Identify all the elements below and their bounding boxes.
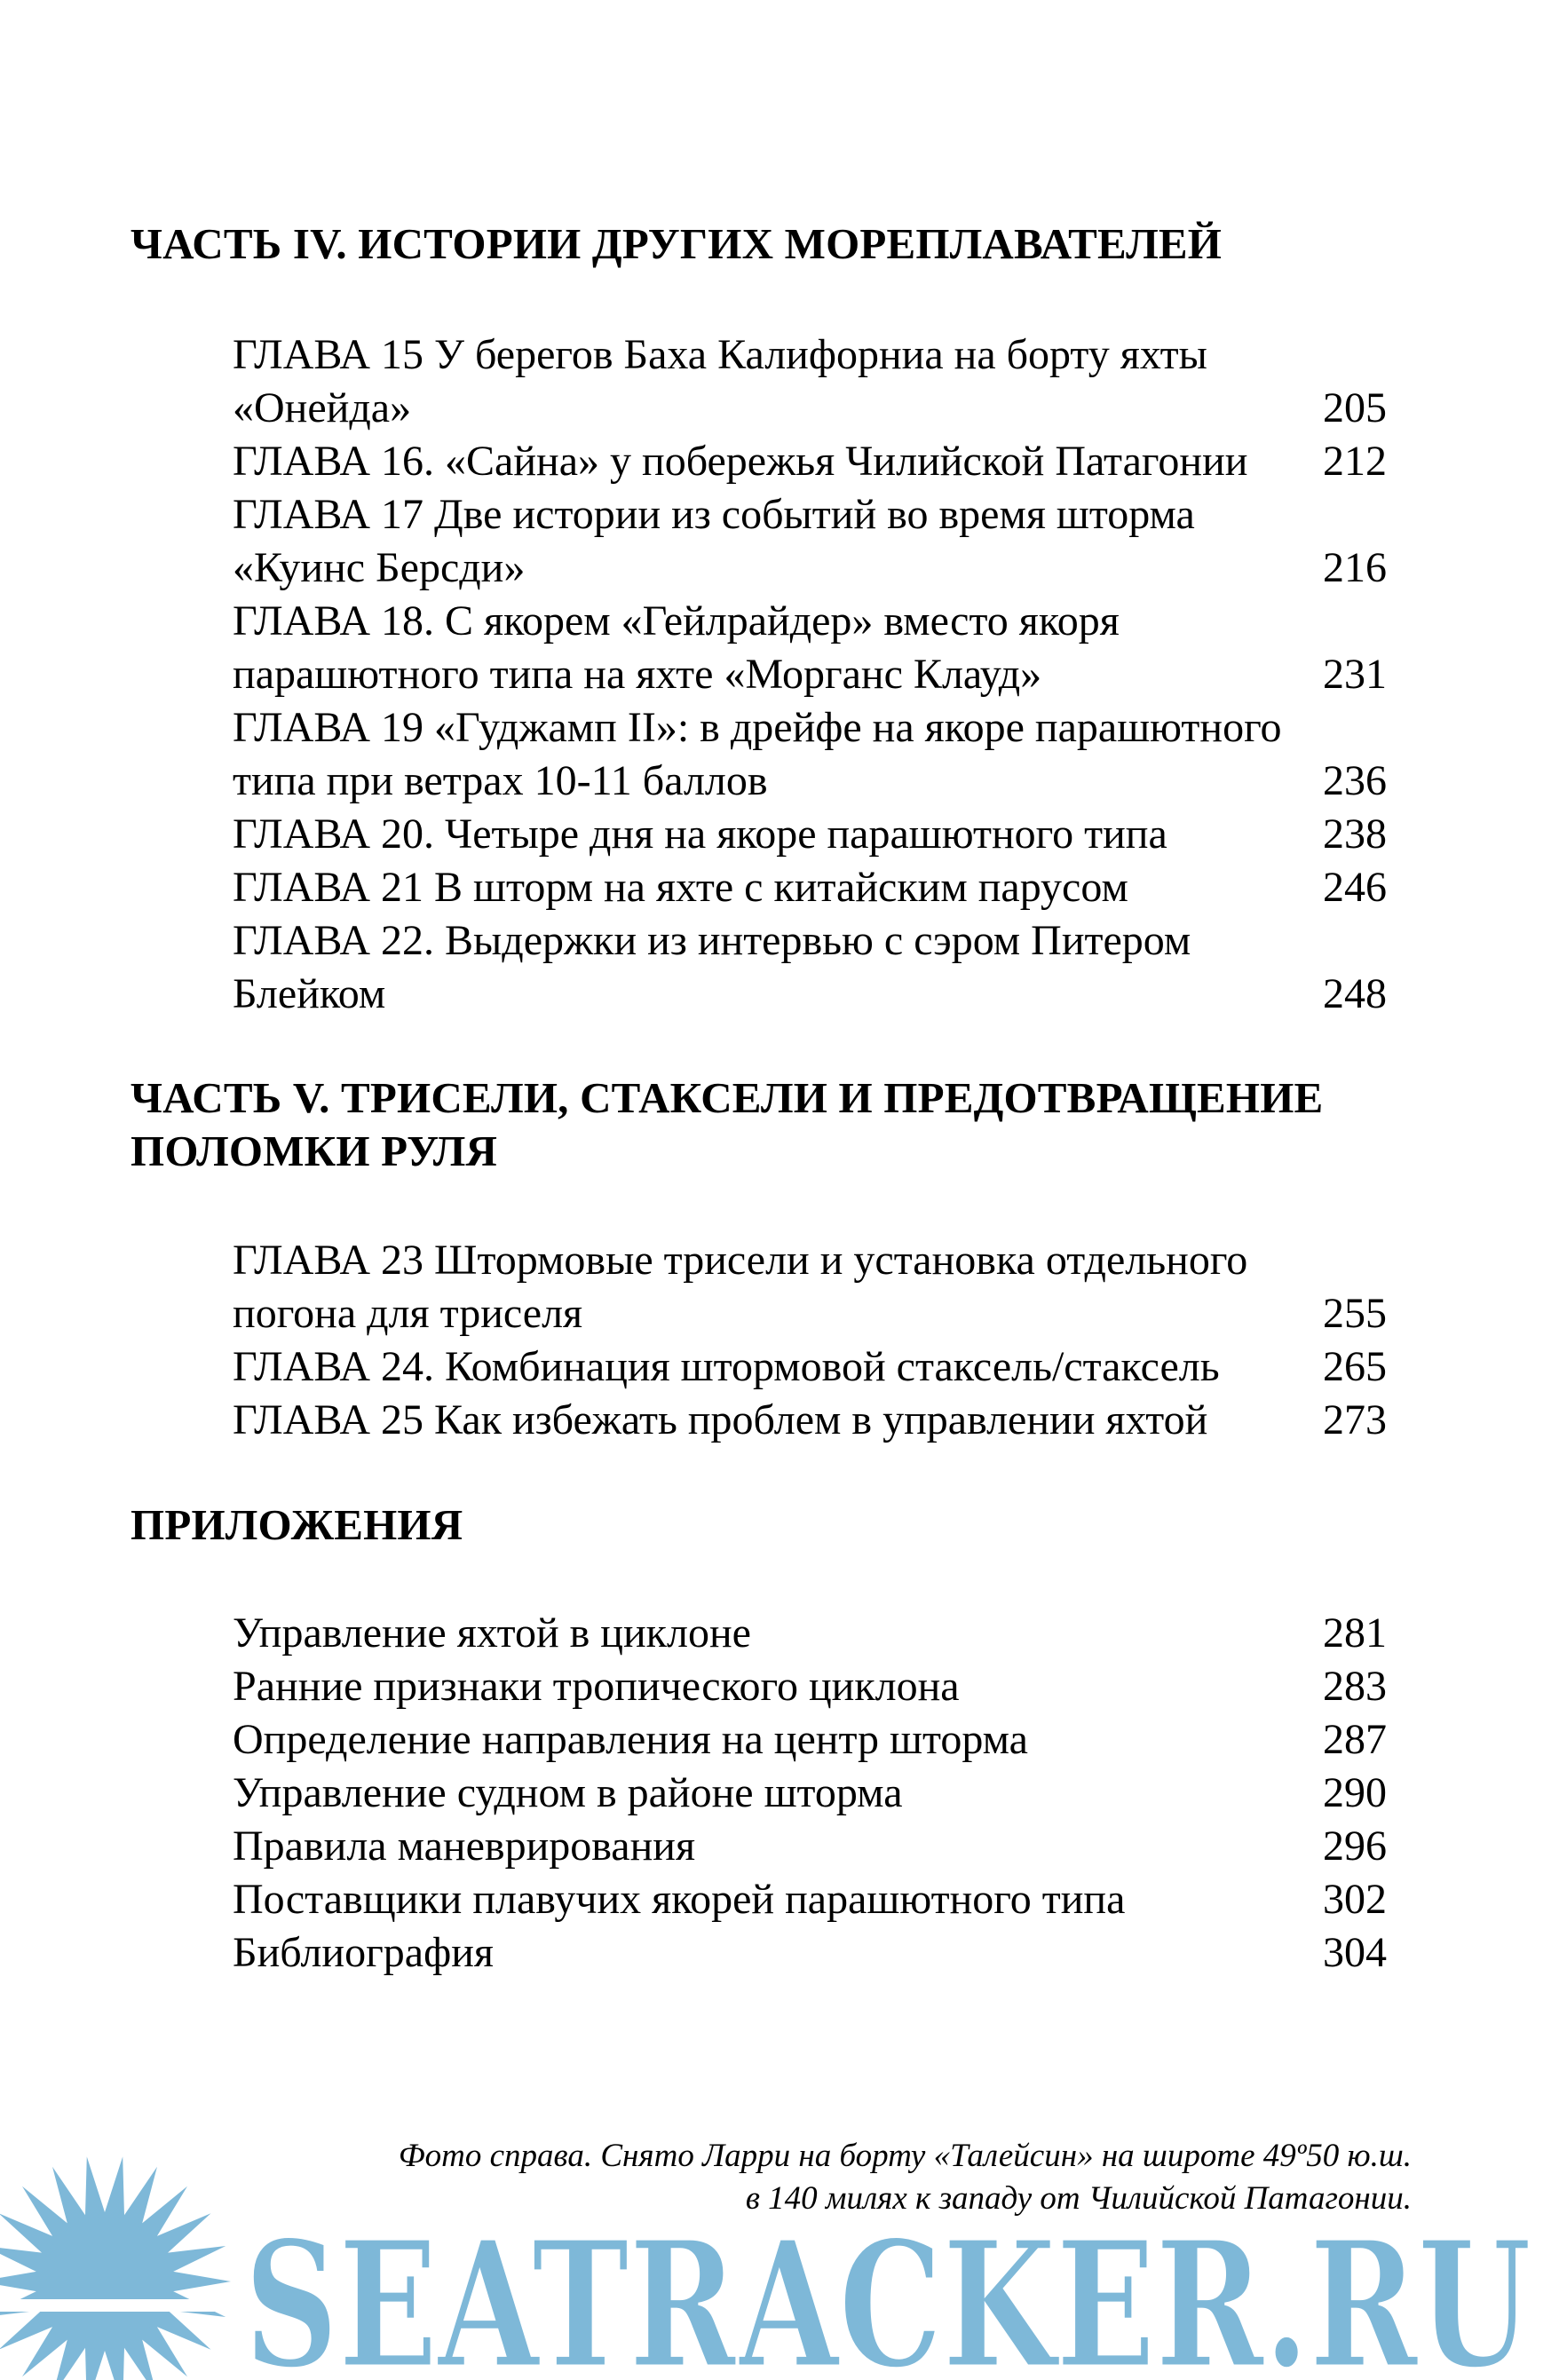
toc-entry[interactable] <box>233 435 1387 488</box>
toc-entry-title: ГЛАВА 22. Выдержки из интервью с сэром Питером Блейком <box>233 917 1191 1017</box>
toc-entry[interactable] <box>233 1234 1387 1340</box>
toc-entry-page: 246 <box>1323 864 1387 911</box>
toc-entry-page: 287 <box>1323 1716 1387 1763</box>
photo-caption-line-1: Фото справа. Снято Ларри на борту «Талейсин» на широте 49º50 ю.ш. <box>398 2138 1412 2174</box>
appendix-toc <box>233 1607 1387 1980</box>
toc-entry-title: ГЛАВА 18. С якорем «Гейлрайдер» вместо якоря парашютного типа на яхте «Морганс Клауд» <box>233 597 1120 698</box>
toc-entry-page: 205 <box>1323 384 1387 431</box>
sun-disc <box>41 2218 169 2345</box>
toc-entry-page: 238 <box>1323 810 1387 858</box>
part-4-heading: ЧАСТЬ IV. ИСТОРИИ ДРУГИХ МОРЕПЛАВАТЕЛЕЙ <box>131 219 1223 268</box>
toc-entry-title: Ранние признаки тропического циклона <box>233 1663 960 1710</box>
toc-entry[interactable] <box>233 1713 1387 1767</box>
toc-entry-title: ГЛАВА 17 Две истории из событий во время шторма «Куинс Берсди» <box>233 491 1195 591</box>
part-5-heading-line-1: ЧАСТЬ V. ТРИСЕЛИ, СТАКСЕЛИ И ПРЕДОТВРАЩЕНИЕ <box>131 1073 1324 1122</box>
toc-entry[interactable] <box>233 1926 1387 1980</box>
toc-entry[interactable] <box>233 1660 1387 1713</box>
toc-entry[interactable] <box>233 595 1387 701</box>
part-5-heading <box>131 1071 1409 1178</box>
toc-entry-title: Поставщики плавучих якорей парашютного типа <box>233 1876 1126 1923</box>
part-5-toc <box>233 1234 1387 1447</box>
toc-entry-title: ГЛАВА 15 У берегов Баха Калифорниа на борту яхты «Онейда» <box>233 331 1207 431</box>
toc-entry-title: Управление яхтой в циклоне <box>233 1609 751 1657</box>
toc-entry[interactable] <box>233 861 1387 914</box>
toc-entry[interactable] <box>233 1394 1387 1447</box>
watermark-text: SEATRACKER.RU <box>244 2203 1531 2380</box>
toc-entry-title: Определение направления на центр шторма <box>233 1716 1028 1763</box>
toc-entry-title: ГЛАВА 16. «Сайна» у побережья Чилийской Патагонии <box>233 438 1248 485</box>
toc-entry-page: 255 <box>1323 1290 1387 1337</box>
toc-entry-title: ГЛАВА 24. Комбинация штормовой стаксель/стаксель <box>233 1343 1220 1390</box>
toc-entry-page: 248 <box>1323 970 1387 1017</box>
toc-entry-page: 212 <box>1323 438 1387 485</box>
toc-entry-title: Управление судном в районе шторма <box>233 1769 903 1816</box>
sun-horizon-line <box>0 2299 231 2312</box>
toc-entry[interactable] <box>233 1767 1387 1820</box>
toc-entry-page: 304 <box>1323 1929 1387 1976</box>
toc-entry[interactable] <box>233 488 1387 595</box>
toc-entry[interactable] <box>233 808 1387 861</box>
toc-entry-page: 236 <box>1323 757 1387 804</box>
toc-entry-page: 283 <box>1323 1663 1387 1710</box>
toc-entry-title: ГЛАВА 21 В шторм на яхте с китайским парусом <box>233 864 1128 911</box>
toc-entry[interactable] <box>233 914 1387 1021</box>
toc-entry-title: ГЛАВА 23 Штормовые трисели и установка отдельного погона для триселя <box>233 1237 1248 1337</box>
toc-entry-page: 273 <box>1323 1396 1387 1443</box>
toc-entry[interactable] <box>233 328 1387 435</box>
toc-entry-page: 302 <box>1323 1876 1387 1923</box>
photo-caption-line-2: в 140 милях к западу от Чилийской Патагонии. <box>745 2180 1412 2217</box>
part-5-heading-line-2: ПОЛОМКИ РУЛЯ <box>131 1127 498 1175</box>
toc-entry[interactable] <box>233 1820 1387 1873</box>
watermark-logo <box>0 2126 1567 2380</box>
toc-entry[interactable] <box>233 701 1387 808</box>
toc-entry-title: Правила маневрирования <box>233 1823 696 1870</box>
toc-entry-title: ГЛАВА 19 «Гуджамп II»: в дрейфе на якоре парашютного типа при ветрах 10-11 баллов <box>233 704 1282 804</box>
sun-icon <box>0 2156 231 2380</box>
toc-entry[interactable] <box>233 1340 1387 1394</box>
toc-entry-page: 281 <box>1323 1609 1387 1657</box>
part-4-toc <box>233 328 1387 1021</box>
toc-entry-title: Библиография <box>233 1929 494 1976</box>
toc-entry-page: 265 <box>1323 1343 1387 1390</box>
toc-entry-page: 231 <box>1323 651 1387 698</box>
toc-entry-page: 296 <box>1323 1823 1387 1870</box>
toc-entry[interactable] <box>233 1873 1387 1926</box>
toc-entry-page: 216 <box>1323 544 1387 591</box>
toc-entry[interactable] <box>233 1607 1387 1660</box>
toc-entry-page: 290 <box>1323 1769 1387 1816</box>
toc-entry-title: ГЛАВА 25 Как избежать проблем в управлении яхтой <box>233 1396 1208 1443</box>
toc-entry-title: ГЛАВА 20. Четыре дня на якоре парашютного типа <box>233 810 1167 858</box>
appendix-heading: ПРИЛОЖЕНИЯ <box>131 1500 463 1549</box>
